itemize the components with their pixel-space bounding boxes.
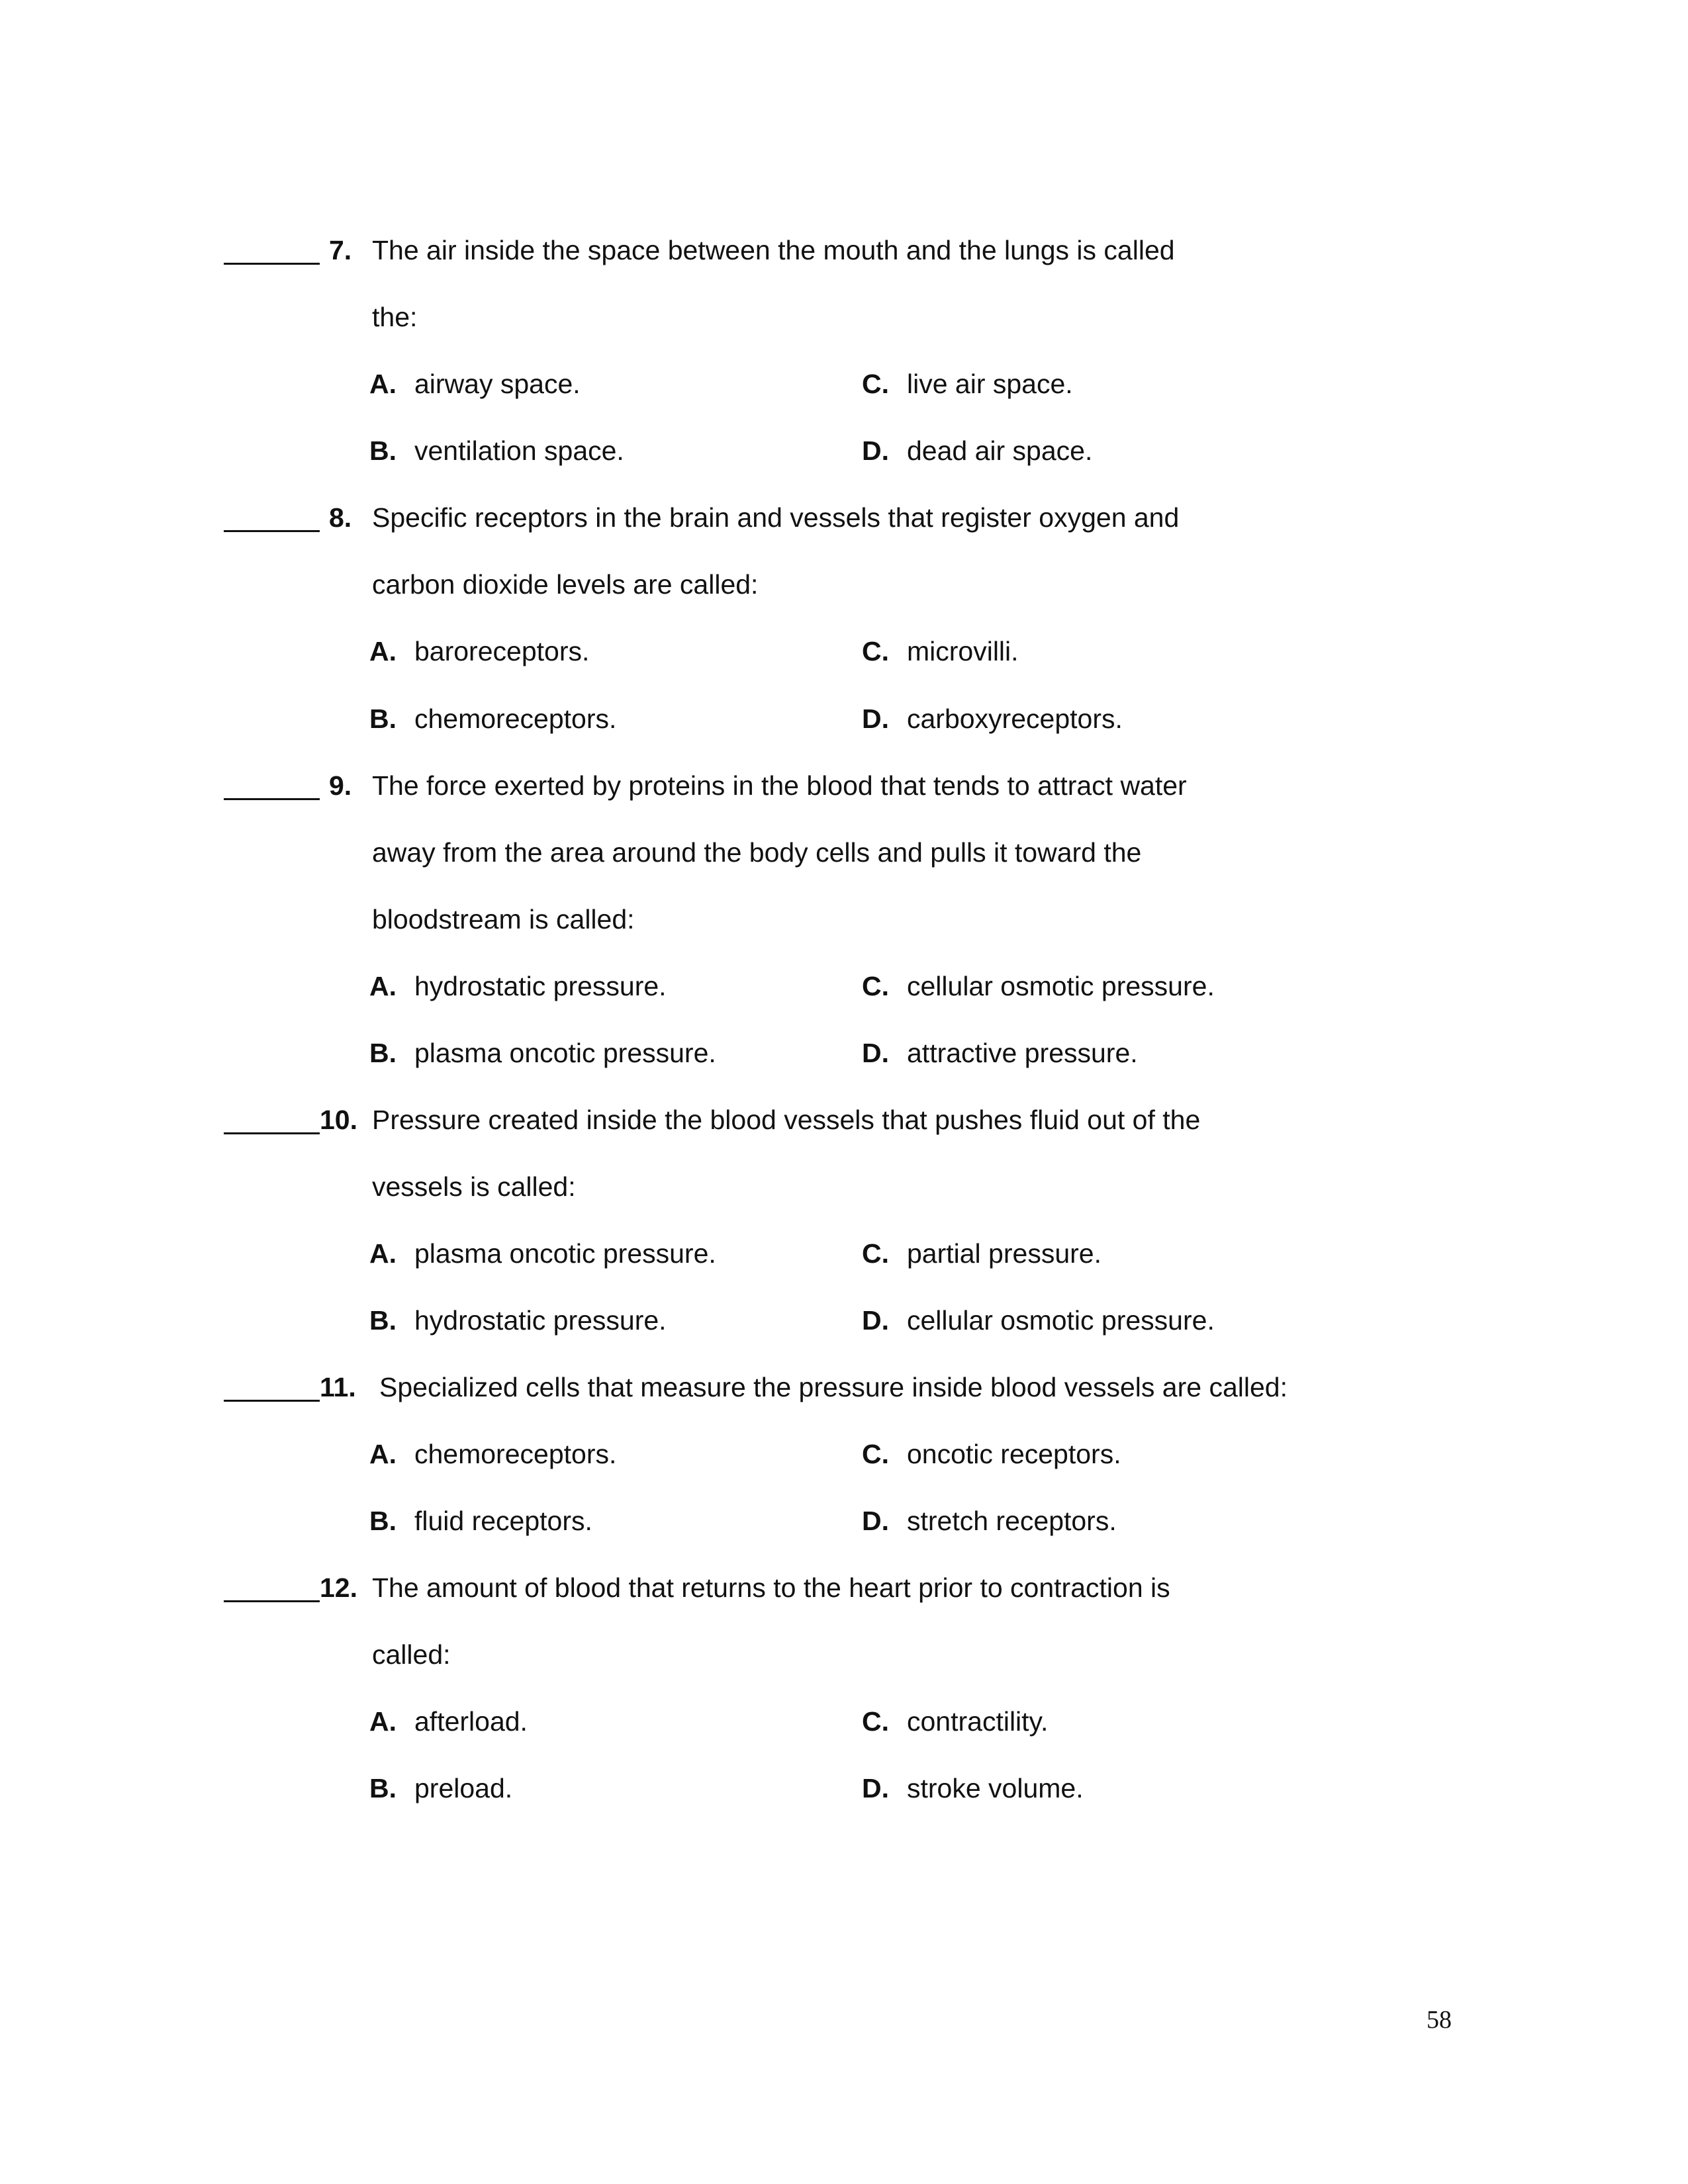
question-text: the: (372, 302, 418, 332)
option-letter: B. (369, 435, 397, 466)
option-letter: C. (862, 1706, 889, 1737)
option-letter: B. (369, 1305, 397, 1336)
option-letter: B. (369, 704, 397, 734)
option-text: chemoreceptors. (414, 704, 617, 734)
option-letter: A. (369, 636, 397, 666)
option-letter: B. (369, 1506, 397, 1536)
option-letter: C. (862, 636, 889, 666)
question-number: 12. (320, 1572, 357, 1603)
question-text: away from the area around the body cells and pulls it toward the (372, 837, 1142, 868)
option-text: cellular osmotic pressure. (907, 1305, 1215, 1336)
option-letter: B. (369, 1773, 397, 1803)
question-text: called: (372, 1639, 451, 1670)
option-text: attractive pressure. (907, 1038, 1138, 1068)
question-text: vessels is called: (372, 1171, 576, 1202)
answer-blank[interactable] (224, 1600, 320, 1602)
option-text: hydrostatic pressure. (414, 1305, 667, 1336)
question-text: The amount of blood that returns to the heart prior to contraction is (372, 1572, 1170, 1603)
question-number: 7. (329, 235, 352, 265)
option-letter: D. (862, 1506, 889, 1536)
option-text: cellular osmotic pressure. (907, 971, 1215, 1001)
option-letter: D. (862, 1038, 889, 1068)
option-text: stretch receptors. (907, 1506, 1117, 1536)
option-text: partial pressure. (907, 1238, 1102, 1269)
option-letter: B. (369, 1038, 397, 1068)
option-letter: D. (862, 1773, 889, 1803)
page-number: 58 (1427, 2006, 1452, 2034)
option-text: chemoreceptors. (414, 1439, 617, 1469)
option-letter: A. (369, 369, 397, 399)
option-letter: A. (369, 1238, 397, 1269)
question-number: 8. (329, 502, 352, 533)
question-number: 9. (329, 770, 352, 801)
question-text: Specialized cells that measure the pressure inside blood vessels are called: (379, 1372, 1288, 1402)
answer-blank[interactable] (224, 798, 320, 800)
option-letter: A. (369, 1439, 397, 1469)
answer-blank[interactable] (224, 530, 320, 532)
option-text: oncotic receptors. (907, 1439, 1121, 1469)
answer-blank[interactable] (224, 1400, 320, 1402)
option-text: plasma oncotic pressure. (414, 1038, 716, 1068)
option-letter: D. (862, 1305, 889, 1336)
option-letter: D. (862, 704, 889, 734)
option-text: afterload. (414, 1706, 528, 1737)
option-letter: C. (862, 1439, 889, 1469)
option-letter: C. (862, 1238, 889, 1269)
option-text: dead air space. (907, 435, 1093, 466)
option-text: carboxyreceptors. (907, 704, 1123, 734)
option-letter: C. (862, 971, 889, 1001)
question-text: The force exerted by proteins in the blood that tends to attract water (372, 770, 1187, 801)
option-text: stroke volume. (907, 1773, 1084, 1803)
option-letter: A. (369, 971, 397, 1001)
option-text: hydrostatic pressure. (414, 971, 667, 1001)
question-text: Pressure created inside the blood vessels that pushes fluid out of the (372, 1105, 1201, 1135)
option-text: fluid receptors. (414, 1506, 592, 1536)
option-letter: A. (369, 1706, 397, 1737)
option-text: live air space. (907, 369, 1073, 399)
option-text: airway space. (414, 369, 581, 399)
option-text: preload. (414, 1773, 513, 1803)
option-letter: C. (862, 369, 889, 399)
question-text: The air inside the space between the mouth and the lungs is called (372, 235, 1175, 265)
option-text: ventilation space. (414, 435, 624, 466)
question-number: 11. (320, 1372, 356, 1402)
question-text: Specific receptors in the brain and vessels that register oxygen and (372, 502, 1180, 533)
option-letter: D. (862, 435, 889, 466)
question-text: bloodstream is called: (372, 904, 635, 934)
option-text: microvilli. (907, 636, 1019, 666)
question-number: 10. (320, 1105, 357, 1135)
question-text: carbon dioxide levels are called: (372, 569, 759, 600)
answer-blank[interactable] (224, 1132, 320, 1134)
option-text: contractility. (907, 1706, 1049, 1737)
answer-blank[interactable] (224, 263, 320, 265)
option-text: plasma oncotic pressure. (414, 1238, 716, 1269)
option-text: baroreceptors. (414, 636, 590, 666)
